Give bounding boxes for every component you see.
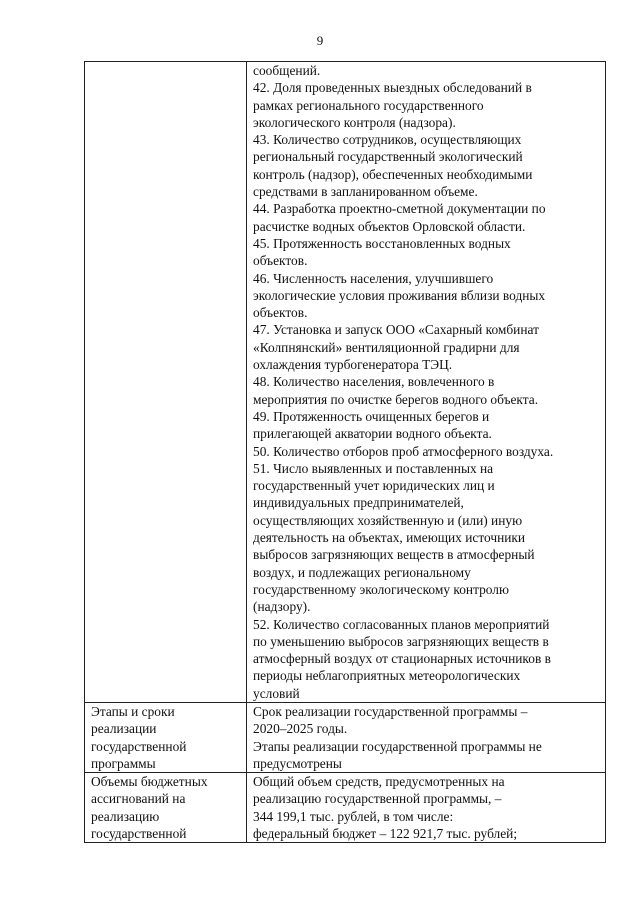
row-label-line: программы (91, 755, 156, 771)
row-value-line: 46. Численность населения, улучшившего (253, 270, 494, 286)
row-value-line: индивидуальных предпринимателей, (253, 495, 464, 511)
row-value-line: осуществляющих хозяйственную и (или) иную (253, 512, 523, 528)
row-value-cell (247, 62, 606, 703)
row-value-line: прилегающей акватории водного объекта. (253, 426, 492, 442)
row-value-line: условий (253, 685, 300, 701)
row-value-line: воздух, и подлежащих региональному (253, 564, 471, 580)
row-value-line: контроль (надзор), обеспеченных необходимыми (253, 166, 533, 182)
row-value-line: Срок реализации государственной программы – (253, 704, 528, 719)
table-row-budget (85, 773, 606, 843)
row-value-cell (247, 703, 606, 773)
table-row-stages (85, 703, 606, 773)
row-value-line: мероприятия по очистке берегов водного объекта. (253, 391, 539, 407)
row-value-line: государственному экологическому контролю (253, 581, 509, 597)
row-label-line: государственной (91, 738, 187, 754)
row-value-line: деятельность на объектах, имеющих источники (253, 530, 526, 546)
row-value-line: 344 199,1 тыс. рублей, в том числе: (253, 808, 454, 824)
row-value-line: 45. Протяженность восстановленных водных (253, 235, 511, 251)
row-value-line: 48. Количество населения, вовлеченного в (253, 374, 495, 390)
row-value-line: объектов. (253, 305, 308, 321)
row-value-line: 49. Протяженность очищенных берегов и (253, 408, 490, 424)
row-value-line: экологические условия проживания вблизи водных (253, 287, 546, 303)
row-label-line: Этапы и сроки (91, 704, 175, 719)
row-value-line: расчистке водных объектов Орловской области. (253, 218, 526, 234)
row-value-line: федеральный бюджет – 122 921,7 тыс. рублей; (253, 826, 518, 842)
row-label-cell (85, 703, 247, 773)
row-value-line: региональный государственный экологический (253, 149, 523, 165)
row-label-line: государственной (91, 826, 187, 842)
row-value-line: выбросов загрязняющих веществ в атмосферный (253, 547, 535, 563)
row-value-line: 2020–2025 годы. (253, 721, 348, 737)
row-value-line: средствами в запланированном объеме. (253, 184, 478, 200)
program-passport-table (84, 61, 606, 843)
row-value-line: реализацию государственной программы, – (253, 791, 502, 807)
row-value-line: периоды неблагоприятных метеорологических (253, 668, 521, 684)
row-value-line: 52. Количество согласованных планов мероприятий (253, 616, 550, 632)
row-value-line: Этапы реализации государственной программы не (253, 738, 542, 754)
row-value-line: 51. Число выявленных и поставленных на (253, 460, 494, 476)
row-label-line: ассигнований на (91, 791, 186, 807)
row-label-line: реализацию (91, 808, 160, 824)
row-value-line: 47. Установка и запуск ООО «Сахарный комбинат (253, 322, 539, 338)
row-label-line: реализации (91, 721, 157, 737)
row-value-line: государственный учет юридических лиц и (253, 478, 495, 494)
row-value-line: предусмотрены (253, 755, 342, 771)
row-value-line: 50. Количество отборов проб атмосферного воздуха. (253, 443, 554, 459)
row-value-line: экологического контроля (надзора). (253, 114, 456, 130)
row-value-line: 44. Разработка проектно-сметной документации по (253, 201, 546, 217)
table-body (85, 62, 606, 843)
row-value-line: 42. Доля проведенных выездных обследований в (253, 80, 532, 96)
row-value-line: по уменьшению выбросов загрязняющих веществ в (253, 633, 549, 649)
row-label-cell (85, 773, 247, 843)
row-value-line: охлаждения турбогенератора ТЭЦ. (253, 357, 453, 373)
row-value-line: объектов. (253, 253, 308, 269)
row-label-line: Объемы бюджетных (91, 774, 208, 790)
row-value-line: (надзору). (253, 599, 311, 615)
row-value-line: рамках регионального государственного (253, 97, 484, 113)
row-value-line: атмосферный воздух от стационарных источников в (253, 651, 551, 667)
row-label-cell (85, 62, 247, 703)
table-row-indicators (85, 62, 606, 703)
row-value-line: 43. Количество сотрудников, осуществляющих (253, 132, 522, 148)
row-value-line: сообщений. (253, 63, 321, 78)
row-value-line: «Колпнянский» вентиляционной градирни для (253, 339, 520, 355)
page-number: 9 (316, 33, 324, 48)
row-value-line: Общий объем средств, предусмотренных на (253, 774, 505, 790)
row-value-cell (247, 773, 606, 843)
